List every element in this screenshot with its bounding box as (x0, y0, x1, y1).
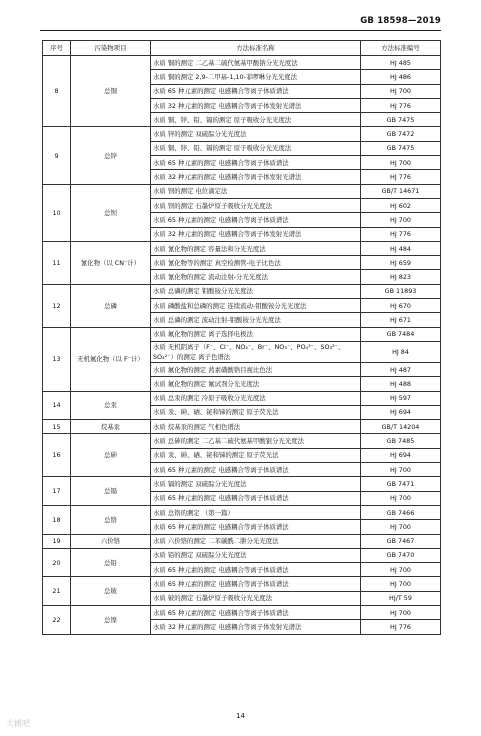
method-code: HJ 700 (361, 491, 441, 505)
method-code: HJ 700 (361, 213, 441, 227)
method-code: HJ 602 (361, 198, 441, 212)
pollutant-name: 总铅 (71, 548, 151, 577)
method-name: 水质 汞、砷、硒、铋和锑的测定 原子荧光法 (151, 405, 361, 419)
method-name: 水质 氟化物的测定 离子选择电极法 (151, 327, 361, 341)
method-name: 水质 无机阴离子（F⁻、Cl⁻、NO₂⁻、Br⁻、NO₃⁻、PO₄³⁻、SO₃²⁻、SO₄²⁻）的测定 离子色谱法 (151, 341, 361, 362)
method-name: 水质 总汞的测定 冷原子吸收分光光度法 (151, 391, 361, 405)
method-code: HJ 700 (361, 463, 441, 477)
method-name: 水质 总砷的测定 二乙基二硫代氨基甲酸银分光光度法 (151, 434, 361, 448)
method-name: 水质 32 种元素的测定 电感耦合等离子体发射光谱法 (151, 170, 361, 184)
pollutant-name: 氰化物（以 CN⁻计） (71, 241, 151, 284)
method-name: 水质 汞、砷、硒、铋和锑的测定 原子荧光法 (151, 448, 361, 462)
method-name: 水质 总铬的测定 （第一篇） (151, 505, 361, 519)
pollutant-name: 总磷 (71, 284, 151, 327)
table-row (43, 241, 441, 255)
method-code: HJ 597 (361, 391, 441, 405)
row-number: 15 (43, 420, 71, 434)
row-number: 13 (43, 327, 71, 391)
table-row (43, 284, 441, 298)
table-row (43, 56, 441, 70)
method-name: 水质 铍的测定 石墨炉原子吸收分光光度法 (151, 591, 361, 605)
method-code: HJ 776 (361, 620, 441, 634)
methods-table (42, 40, 441, 635)
table-row (43, 534, 441, 548)
method-name: 水质 65 种元素的测定 电感耦合等离子体质谱法 (151, 605, 361, 619)
method-name: 水质 65 种元素的测定 电感耦合等离子体质谱法 (151, 563, 361, 577)
row-number: 17 (43, 477, 71, 506)
method-name: 水质 32 种元素的测定 电感耦合等离子体发射光谱法 (151, 227, 361, 241)
row-number: 9 (43, 127, 71, 184)
table-row (43, 420, 441, 434)
method-code: HJ 700 (361, 563, 441, 577)
method-code: HJ 484 (361, 241, 441, 255)
method-code: HJ 670 (361, 299, 441, 313)
method-name: 水质 氰化物的测定 流动注射-分光光度法 (151, 270, 361, 284)
method-name: 水质 总磷的测定 流动注射-钼酸铵分光光度法 (151, 313, 361, 327)
method-name: 水质 65 种元素的测定 电感耦合等离子体质谱法 (151, 463, 361, 477)
method-name: 水质 65 种元素的测定 电感耦合等离子体质谱法 (151, 491, 361, 505)
table-row (43, 577, 441, 591)
method-name: 水质 65 种元素的测定 电感耦合等离子体质谱法 (151, 84, 361, 98)
watermark-logo (6, 718, 30, 729)
method-name: 水质 氟化物的测定 茜素磺酸锆目视比色法 (151, 362, 361, 376)
row-number: 20 (43, 548, 71, 577)
col-header-code: 方法标准编号 (361, 41, 441, 56)
method-name: 水质 32 种元素的测定 电感耦合等离子体发射光谱法 (151, 620, 361, 634)
method-name: 水质 总磷的测定 钼酸铵分光光度法 (151, 284, 361, 298)
method-name: 水质 65 种元素的测定 电感耦合等离子体质谱法 (151, 156, 361, 170)
method-code: HJ 700 (361, 84, 441, 98)
method-name: 水质 铜的测定 2,9-二甲基-1,10-菲啰啉分光光度法 (151, 70, 361, 84)
method-code: HJ 776 (361, 227, 441, 241)
method-name: 水质 氰化物的测定 容量法和分光光度法 (151, 241, 361, 255)
method-code: HJ 659 (361, 256, 441, 270)
pollutant-name: 总镉 (71, 477, 151, 506)
method-name: 水质 铜的测定 二乙基二硫代氨基甲酸钠分光光度法 (151, 56, 361, 70)
method-name: 水质 钡的测定 石墨炉原子吸收分光光度法 (151, 198, 361, 212)
method-code: HJ 776 (361, 98, 441, 112)
pollutant-name: 总镍 (71, 605, 151, 634)
watermark-text: 大概吧 (6, 719, 30, 728)
pollutant-name: 烷基汞 (71, 420, 151, 434)
method-code: GB 7484 (361, 327, 441, 341)
method-code: GB/T 14671 (361, 184, 441, 198)
method-code: GB/T 14204 (361, 420, 441, 434)
method-code: HJ 487 (361, 362, 441, 376)
pollutant-name: 总锌 (71, 127, 151, 184)
standard-code: GB 18598—2019 (360, 16, 441, 26)
method-code: HJ 694 (361, 405, 441, 419)
method-code: HJ 486 (361, 70, 441, 84)
method-code: GB 7470 (361, 548, 441, 562)
pollutant-name: 总铜 (71, 56, 151, 127)
row-number: 19 (43, 534, 71, 548)
row-number: 10 (43, 184, 71, 241)
table-row (43, 477, 441, 491)
pollutant-name: 总砷 (71, 434, 151, 477)
method-code: GB 7475 (361, 113, 441, 127)
col-header-method: 方法标准名称 (151, 41, 361, 56)
method-code: HJ 700 (361, 605, 441, 619)
method-code: HJ 485 (361, 56, 441, 70)
table-row (43, 505, 441, 519)
method-code: HJ 823 (361, 270, 441, 284)
table-row (43, 605, 441, 619)
table-row (43, 327, 441, 341)
method-name: 水质 65 种元素的测定 电感耦合等离子体质谱法 (151, 213, 361, 227)
method-name: 水质 氟化物的测定 氟试剂分光光度法 (151, 377, 361, 391)
method-code: GB 7467 (361, 534, 441, 548)
row-number: 12 (43, 284, 71, 327)
method-code: GB 11893 (361, 284, 441, 298)
method-code: HJ 694 (361, 448, 441, 462)
method-code: HJ 488 (361, 377, 441, 391)
table-row (43, 184, 441, 198)
page-number: 14 (236, 712, 245, 720)
pollutant-name: 无机氟化物（以 F⁻计） (71, 327, 151, 391)
method-code: HJ 700 (361, 520, 441, 534)
row-number: 21 (43, 577, 71, 606)
method-name: 水质 六价铬的测定 二苯碳酰二肼分光光度法 (151, 534, 361, 548)
method-code: GB 7472 (361, 127, 441, 141)
method-code: GB 7475 (361, 141, 441, 155)
method-name: 水质 氰化物等的测定 真空检测管-电子比色法 (151, 256, 361, 270)
row-number: 14 (43, 391, 71, 420)
method-name: 水质 烷基汞的测定 气相色谱法 (151, 420, 361, 434)
method-name: 水质 钡的测定 电位滴定法 (151, 184, 361, 198)
table-row (43, 127, 441, 141)
row-number: 16 (43, 434, 71, 477)
col-header-pollutant: 污染物项目 (71, 41, 151, 56)
pollutant-name: 六价铬 (71, 534, 151, 548)
pollutant-name: 总汞 (71, 391, 151, 420)
table-body (43, 56, 441, 635)
pollutant-name: 总钡 (71, 184, 151, 241)
method-name: 水质 32 种元素的测定 电感耦合等离子体发射光谱法 (151, 98, 361, 112)
method-name: 水质 铜、锌、铅、镉的测定 原子吸收分光光度法 (151, 113, 361, 127)
method-code: HJ/T 59 (361, 591, 441, 605)
method-code: HJ 84 (361, 341, 441, 362)
table-header-row (43, 41, 441, 56)
pollutant-name: 总铍 (71, 577, 151, 606)
method-code: GB 7466 (361, 505, 441, 519)
header-rule (40, 30, 441, 31)
method-name: 水质 镉的测定 双硫腙分光光度法 (151, 477, 361, 491)
method-code: GB 7485 (361, 434, 441, 448)
row-number: 11 (43, 241, 71, 284)
table-row (43, 548, 441, 562)
method-code: HJ 700 (361, 156, 441, 170)
method-name: 水质 铅的测定 双硫腙分光光度法 (151, 548, 361, 562)
pollutant-name: 总铬 (71, 505, 151, 534)
table-row (43, 434, 441, 448)
col-header-no: 序号 (43, 41, 71, 56)
table-row (43, 391, 441, 405)
row-number: 18 (43, 505, 71, 534)
method-code: HJ 776 (361, 170, 441, 184)
method-name: 水质 磷酸盐和总磷的测定 连续流动-钼酸铵分光光度法 (151, 299, 361, 313)
method-name: 水质 65 种元素的测定 电感耦合等离子体质谱法 (151, 577, 361, 591)
row-number: 22 (43, 605, 71, 634)
method-code: HJ 700 (361, 577, 441, 591)
method-name: 水质 铜、锌、铅、镉的测定 原子吸收分光光度法 (151, 141, 361, 155)
method-name: 水质 锌的测定 双硫腙分光光度法 (151, 127, 361, 141)
method-code: HJ 671 (361, 313, 441, 327)
method-name: 水质 65 种元素的测定 电感耦合等离子体质谱法 (151, 520, 361, 534)
method-code: GB 7471 (361, 477, 441, 491)
row-number: 8 (43, 56, 71, 127)
